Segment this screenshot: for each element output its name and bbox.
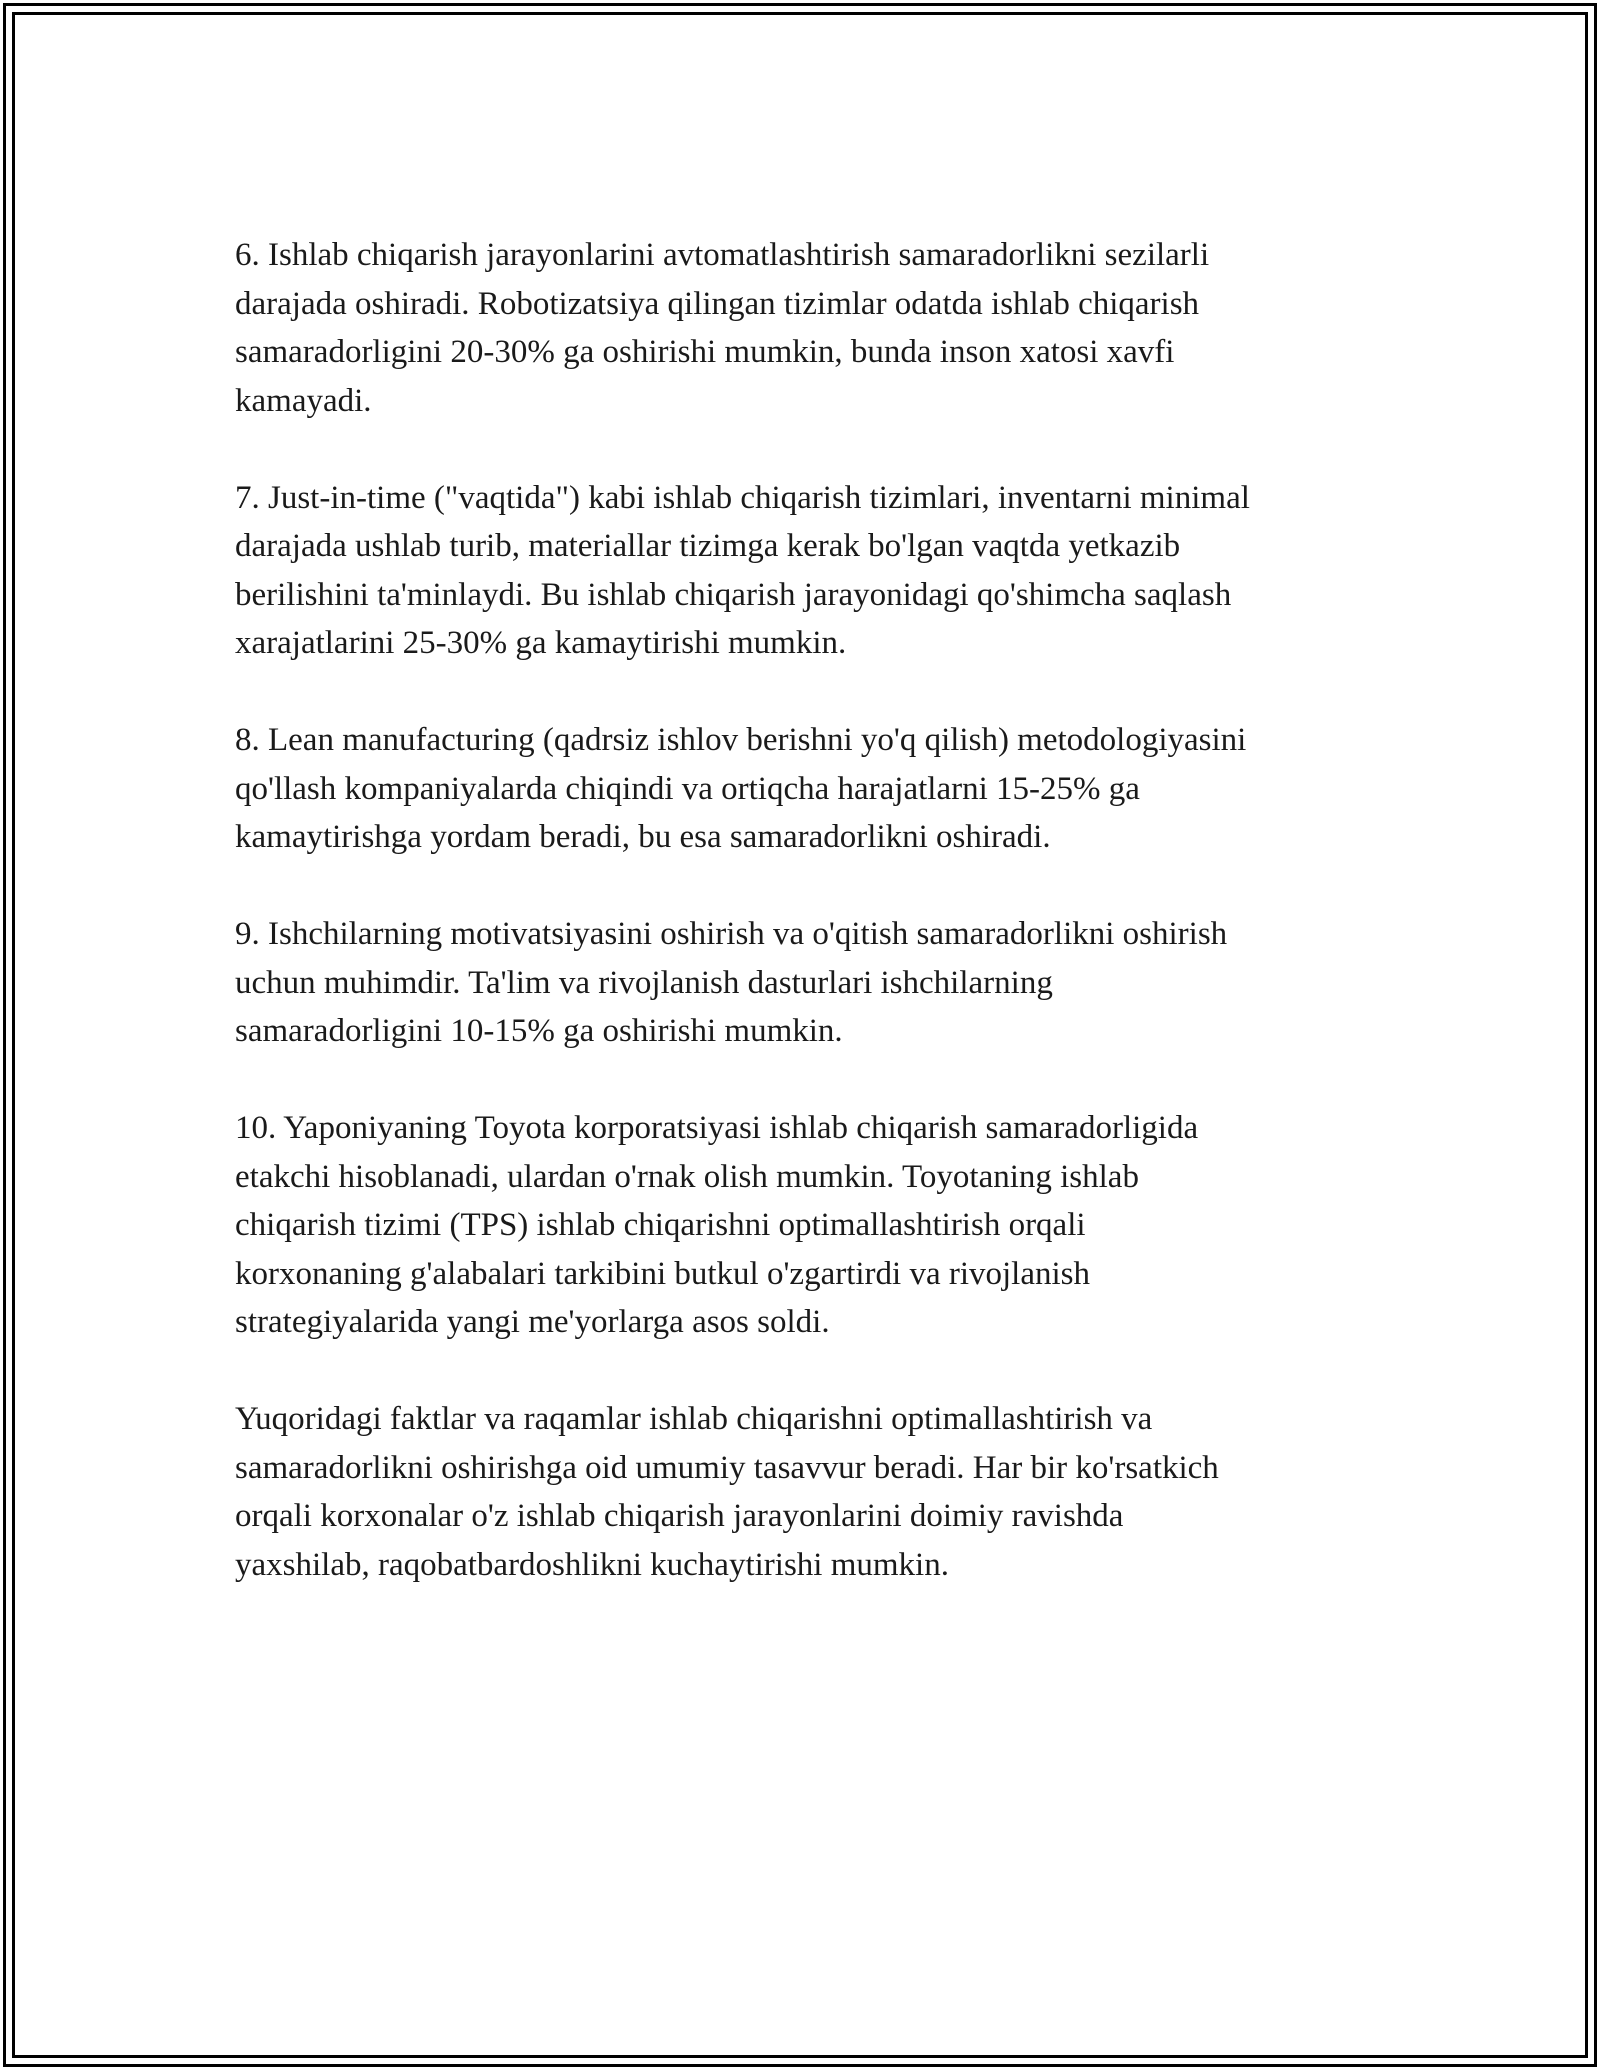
paragraph-item-10: 10. Yaponiyaning Toyota korporatsiyasi ishlab chiqarish samaradorligida etakchi hisoblanadi, ulardan o'rnak olish mumkin. Toyotaning ishlab chiqarish tizimi (TPS) ishlab chiqarishni optimallashtirish orqali korxonaning g'alabalari tarkibini butkul o'zgartirdi va rivojlanish strategiyalarida yangi me'yorlarga asos soldi.: [235, 1110, 1199, 1340]
paragraph-item-8: 8. Lean manufacturing (qadrsiz ishlov berishni yo'q qilish) metodologiyasini qo'llash kompaniyalarda chiqindi va ortiqcha harajatlarni 15-25% ga kamaytirishga yordam beradi, bu esa samaradorlikni oshiradi.: [235, 722, 1247, 855]
paragraph-conclusion: Yuqoridagi faktlar va raqamlar ishlab chiqarishni optimallashtirish va samaradorlikni oshirishga oid umumiy tasavvur beradi. Har bir ko'rsatkich orqali korxonalar o'z ishlab chiqarish jarayonlarini doimiy ravishda yaxshilab, raqobatbardoshlikni kuchaytirishi mumkin.: [235, 1401, 1219, 1583]
paragraph-item-6: 6. Ishlab chiqarish jarayonlarini avtomatlashtirish samaradorlikni sezilarli darajada oshiradi. Robotizatsiya qilingan tizimlar odatda ishlab chiqarish samaradorligini 20-30% ga oshirishi mumkin, bunda inson xatosi xavfi kamayadi.: [235, 237, 1210, 419]
document-body: [235, 231, 1385, 1638]
paragraph-item-7: 7. Just-in-time ("vaqtida") kabi ishlab chiqarish tizimlari, inventarni minimal darajada ushlab turib, materiallar tizimga kerak bo'lgan vaqtda yetkazib berilishini ta'minlaydi. Bu ishlab chiqarish jarayonidagi qo'shimcha saqlash xarajatlarini 25-30% ga kamaytirishi mumkin.: [235, 479, 1250, 661]
paragraph-item-9: 9. Ishchilarning motivatsiyasini oshirish va o'qitish samaradorlikni oshirish uchun muhimdir. Ta'lim va rivojlanish dasturlari ishchilarning samaradorligini 10-15% ga oshirishi mumkin.: [235, 916, 1228, 1049]
